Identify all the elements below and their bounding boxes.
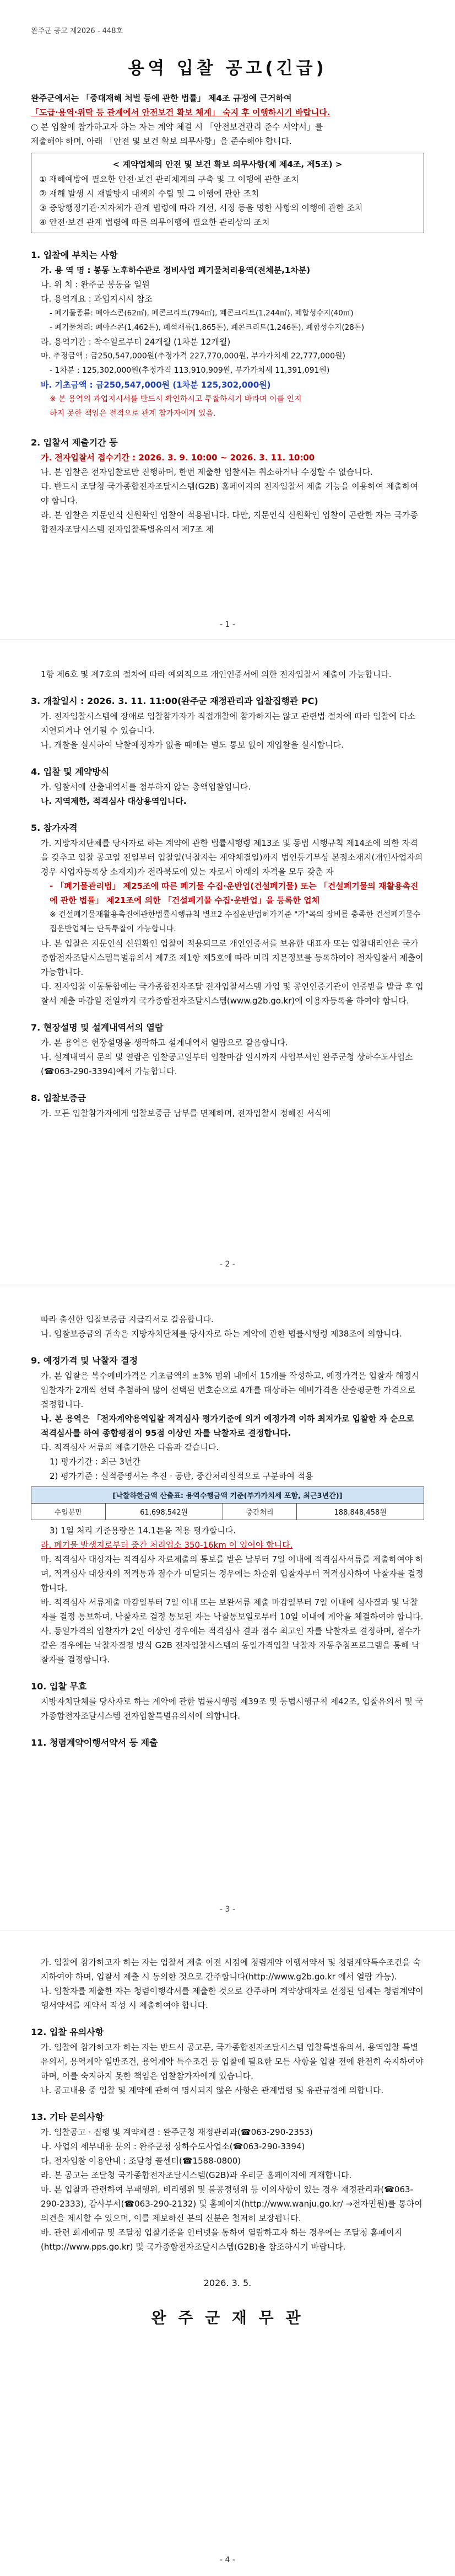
section-9-item: 가. 본 입찰은 복수예비가격은 기초금액의 ±3% 범위 내에서 15개를 작성하고, 예정가격은 입찰자 해정시 입찰자가 2개씩 선택 추첨하여 많이 선택된 번호순으로 4개를 대상하는 예비가격을 산술평균한 가격으로 결정합니다. (41, 1371, 420, 1409)
section-5-heading: 5. 참가자격 (31, 823, 78, 833)
safety-item: ① 재해예방에 필요한 안전·보건 관리체계의 구축 및 그 이행에 관한 조치 (39, 174, 299, 184)
section-5-item: 나. 본 입찰은 지문인식 신원확인 입찰이 적용되므로 개인인증서를 보유한 대표자 또는 입찰대리인은 국가종합전자조달시스템특별유의서 제7조 제1항 제5호에 따라 미리 지문정보를 등록하여야 전자입찰서 제출이 가능합니다. (41, 938, 424, 977)
section-13-heading: 13. 기타 문의사항 (31, 2112, 104, 2122)
safety-duty-box (31, 153, 424, 233)
page-3 (0, 1290, 455, 1924)
section-9-subitem: 3) 1일 처리 기준용량은 14.1톤을 적용 평가합니다. (50, 1526, 236, 1536)
section-10-heading: 10. 입찰 무효 (31, 1681, 87, 1692)
section-11-heading: 11. 청렴계약이행서약서 등 제출 (31, 1737, 158, 1748)
section-2-item: 나. 본 입찰은 전자입찰로만 진행하며, 한번 제출한 입찰서는 취소하거나 수정할 수 없습니다. (41, 467, 373, 477)
page-number: - 2 - (220, 1260, 235, 1269)
table-row (31, 1504, 424, 1520)
bid-period: 가. 전자입찰서 접수기간 : 2026. 3. 9. 10:00 ~ 2026. 3. 11. 10:00 (41, 453, 315, 463)
safety-item: ③ 중앙행정기관·지자체가 관계 법령에 따라 개선, 시정 등을 명한 사항의 이행에 관한 조치 (39, 203, 363, 213)
section-8-continued: 나. 입찰보증금의 귀속은 지방자치단체를 당사자로 하는 계약에 관한 법률시행령 제38조에 의합니다. (41, 1329, 402, 1339)
table-cell: 중간처리 (223, 1504, 297, 1520)
section-9-item: 사. 동일가격의 입찰자가 2인 이상인 경우에는 적격심사 결과 점수 최고인 자를 낙찰자로 결정하며, 점수가 같은 경우에는 낙찰자결정 방식 G2B 전자입찰시스템의 동일가격입찰 낙찰자 자동추첨프로그램을 통해 낙찰자를 결정합니다. (41, 1626, 421, 1665)
section-4-item: 가. 입찰서에 산출내역서를 첨부하지 않는 총액입찰입니다. (41, 782, 251, 792)
section-12-item: 가. 입찰에 참가하고자 하는 자는 반드시 공고문, 국가종합전자조달시스템 입찰특별유의서, 용역입찰 특별유의서, 용역계약 일반조건, 용역계약 특수조건 등 입찰에 필요한 모든 사항을 입찰 전에 완전히 숙지하여야 하며, 이를 숙지하지 못한 책임은 입찰참가자에게 있습니다. (41, 2042, 424, 2081)
contact-item: 나. 사업의 세부내용 문의 : 완주군청 상하수도사업소(☎063-290-3394) (41, 2142, 305, 2151)
page-number: - 1 - (220, 620, 235, 629)
section-9-item: 바. 적격심사 서류제출 마감일부터 7일 이내 또는 보완서류 제출 마감일부터 7일 이내에 심사결과 및 낙찰자를 결정 통보하며, 낙찰자로 결정 통보된 자는 낙찰통보일로부터 10일 이내에 계약을 체결하여야 합니다. (41, 1597, 424, 1622)
service-location: 나. 위 치 : 완주군 봉동읍 일원 (41, 280, 150, 289)
contact-item: 가. 입찰공고 · 집행 및 계약체결 : 완주군청 재정관리과(☎063-290-2353) (41, 2127, 313, 2137)
section-5-requirement: - 「폐기물관리법」 제25조에 따른 폐기물 수집·운반업(건설폐기물) 또는 「건설폐기물의 재활용촉진에 관한 법률」 제21조에 의한 「건설폐기물 수집·운반업」을 등록한 업체 (50, 881, 419, 905)
section-9-item: 다. 적격심사 서류의 제출기한은 다음과 같습니다. (41, 1442, 219, 1452)
bid-floor-table (31, 1486, 424, 1520)
section-4-heading: 4. 입찰 및 계약방식 (31, 766, 110, 777)
section-4-item: 나. 지역제한, 적격심사 대상용역입니다. (41, 796, 187, 806)
page-1 (0, 0, 455, 640)
intro-line-1: 완주군에서는 「중대재해 처벌 등에 관한 법률」 제4조 규정에 근거하여 (31, 93, 292, 103)
safety-item: ② 재해 발생 시 재발방지 대책의 수립 및 그 이행에 관한 조치 (39, 189, 259, 198)
section-8-heading: 8. 입찰보증금 (31, 1093, 86, 1103)
notice-date: 2026. 3. 5. (203, 2278, 252, 2288)
section-12-heading: 12. 입찰 유의사항 (31, 2027, 104, 2037)
page-2 (0, 645, 455, 1279)
section-7-heading: 7. 현장설명 및 설계내역서의 열람 (31, 1022, 164, 1033)
section-1-heading: 1. 입찰에 부치는 사항 (31, 250, 118, 260)
section-2-item: 다. 반드시 조달청 국가종합전자조달시스템(G2B) 홈페이지의 전자입찰서 제출 기능을 이용하여 제출하여야 합니다. (41, 481, 418, 506)
waste-processing: - 폐기물처리: 폐아스콘(1,462톤), 폐석재류(1,865톤), 폐콘크리트(1,246톤), 폐합성수지(28톤) (50, 323, 365, 332)
section-1-note: ※ 본 용역의 과업지시서를 반드시 확인하시고 투찰하시기 바라며 이를 인지 (50, 395, 302, 404)
section-3-item: 나. 개찰을 실시하여 낙찰예정자가 없을 때에는 별도 통보 없이 재입찰을 실시합니다. (41, 740, 344, 750)
service-period: 라. 용역기간 : 착수일로부터 24개월 (1차분 12개월) (41, 337, 231, 347)
estimated-amount: 마. 추정금액 : 금250,547,000원(추정가격 227,770,000원, 부가가치세 22,777,000원) (41, 352, 345, 361)
section-5-item: 가. 지방자치단체를 당사자로 하는 계약에 관한 법률시행령 제13조 및 동법 시행규칙 제14조에 의한 자격을 갖추고 입찰 공고일 전일부터 입찰일(낙찰자는 계약체결일)까지 법인등기부상 본점소재지(개인사업자의 경우 사업자등록상 소재지)가 전라북도에 있는 자로서 아래의 자격을 모두 갖춘 자 (41, 838, 423, 877)
section-8-continued: 따라 출신한 입찰보증금 지급각서로 갈음합니다. (41, 1314, 214, 1324)
section-5-note: ※ 건설폐기물재활용촉진에관한법률시행규칙 별표2 수집운반업허가기준 "가"목의 장비를 충족한 건설폐기물수집운반업체는 단독투찰이 가능합니다. (50, 910, 421, 933)
intro-line-4: 제출해야 하며, 아래 「안전 및 보건 확보 의무사항」을 준수해야 합니다. (31, 136, 292, 146)
table-cell: 61,698,542원 (105, 1504, 223, 1520)
contact-item: 다. 전자입찰 이용안내 : 조달청 콜센터(☎1588-0800) (41, 2156, 241, 2166)
section-9-subitem: 1) 평가기간 : 최근 3년간 (50, 1457, 140, 1467)
issuer-name: 완 주 군 재 무 관 (151, 2309, 304, 2327)
section-10-item: 지방자치단체를 당사자로 하는 계약에 관한 법률시행령 제39조 및 동법시행규칙 제42조, 입찰유의서 및 국가종합전자조달시스템 전자입찰특별유의서에 의합니다. (41, 1697, 424, 1721)
waste-types: - 폐기물종류: 폐아스콘(62㎥), 폐콘크리트(794㎥), 폐콘크리트(1,244㎥), 폐합성수지(40㎥) (50, 309, 354, 318)
first-phase-amount: - 1차분 : 125,302,000원(추정가격 113,910,909원, 부가가치세 11,391,091원) (50, 366, 330, 375)
section-7-item: 가. 본 용역은 현장설명을 생략하고 설계내역서 열람으로 갈음합니다. (41, 1038, 288, 1048)
safety-box-title: < 계약업체의 안전 및 보건 확보 의무사항(제 제4조, 제5조) > (112, 159, 343, 169)
section-9-item: 나. 본 용역은 「전자계약용역입찰 적격심사 평가기준에 의거 예정가격 이하 최저가로 입찰한 자 순으로 적격심사를 하여 종합평점이 95점 이상인 자를 낙찰자로 결정합니다. (41, 1414, 414, 1438)
section-11-item: 나. 입찰자를 제출한 자는 청렴이행각서를 제출한 것으로 간주하며 계약상대자로 선정된 업체는 청렴계약이행서약서를 계약서 작성 시 제출하여야 합니다. (41, 1986, 424, 2010)
page-number: - 4 - (220, 2556, 235, 2564)
section-12-item: 나. 공고내용 중 입찰 및 계약에 관하여 명시되지 않은 사항은 관계법령 및 유관규정에 의합니다. (41, 2085, 384, 2095)
section-5-item: 다. 전자입찰 이동통합예는 국가종합전자조달 전자입찰서스템 가입 및 공인인증기관이 인증받을 발급 후 입찰서 제출 마감일 전일까지 국가종합전자조달시스템(www.g2b.go.kr)에 이용자등록을 하여야 합니다. (41, 981, 424, 1006)
page-title: 용역 입찰 공고(긴급) (128, 58, 327, 78)
page-number: - 3 - (220, 1905, 235, 1914)
base-amount: 바. 기초금액 : 금250,547,000원 (1차분 125,302,000원) (41, 380, 271, 390)
table-cell: 수입분만 (31, 1504, 106, 1520)
table-title: [낙찰하한금액 산출표: 용역수행금액 기준(부가가치세 포함, 최근3년간)] (31, 1487, 424, 1504)
section-9-subitem: 2) 평가기준 : 실적증명서는 추진 · 공반, 중간처리실적으로 구분하여 적용 (50, 1471, 313, 1481)
section-2-item: 라. 본 입찰은 지문인식 신원확인 입찰이 적용됩니다. 다만, 지문인식 신원확인 입찰이 곤란한 자는 국가종합전자조달시스템 전자입찰특별유의서 제7조 제 (41, 510, 418, 534)
section-8-item: 가. 모든 입찰참가자에게 입찰보증금 납부를 면제하며, 전자입찰시 정해진 서식에 (41, 1108, 331, 1118)
contact-item: 라. 본 공고는 조달청 국가종합전자조달시스템(G2B)과 우리군 홈페이지에 게재합니다. (41, 2170, 352, 2180)
section-3-heading: 3. 개찰일시 : 2026. 3. 11. 11:00(완주군 재정관리과 입찰집행관 PC) (31, 696, 318, 706)
section-9-heading: 9. 예정가격 및 낙찰자 결정 (31, 1355, 138, 1366)
section-7-item: 나. 설계내역서 문의 및 열람은 입찰공고일부터 입찰마감 일시까지 사업부서인 완주군청 상하수도사업소(☎063-290-3394)에서 가능합니다. (41, 1052, 413, 1076)
section-9-item: 라. 폐기물 발생지로부터 중간 처리업소 350-16km 이 있어야 합니다. (41, 1540, 293, 1550)
section-1-note: 하지 못한 책임은 전적으로 관계 참가자에게 있음. (50, 409, 216, 418)
table-cell: 188,848,458원 (297, 1504, 424, 1520)
section-2-heading: 2. 입찰서 제출기간 등 (31, 437, 118, 448)
contact-item: 바. 관련 회계예규 및 조달청 입찰기준을 인터넷을 통하여 열람하고자 하는 경우에는 조달청 홈페이지(http://www.pps.go.kr) 및 국가종합전자조달시스템(G2B)을 참조하시기 바랍니다. (41, 2228, 403, 2252)
notice-number: 완주군 공고 제2026 - 448호 (31, 27, 123, 35)
section-9-item: 마. 적격심사 대상자는 적격심사 자료제출의 통보를 받은 날부터 7일 이내에 적격심사서류를 제출하여야 하며, 적격심사 대상자의 적격통과 점수가 미달되는 경우에는 차순위 입찰자부터 적격심사하여 낙찰자를 결정합니다. (41, 1554, 424, 1593)
page-4 (0, 1935, 455, 2576)
intro-line-2: 「도급·용역·위탁 등 관계에서 안전보건 확보 체계」 숙지 후 이행하시기 바랍니다. (31, 108, 331, 117)
section-3-item: 가. 전자입찰시스템에 장애로 입찰참가자가 직접개찰에 참가하지는 않고 관련법 절차에 따라 입찰에 다소 지연되거나 연기될 수 있습니다. (41, 711, 416, 736)
section-2-continued: 1항 제6호 및 제7호의 절차에 따라 예외적으로 개인인증서에 의한 전자입찰서 제출이 가능합니다. (41, 669, 392, 679)
safety-item: ④ 안전·보건 관계 법령에 따른 의무이행에 필요한 관리상의 조치 (39, 217, 270, 227)
contact-item: 마. 본 입찰과 관련하여 부패행위, 비리행위 및 불공정행위 등 이의사항이 있는 경우 재정관리과(☎063-290-2333), 감사부서(☎063-290-2132) 및 홈페이지(http://www.wanju.go.kr/ →전자민원)를 통하여 의견을 제시할 수 있으며, 이를 제보하신 분의 신분은 철저히 보장됩니다. (41, 2185, 422, 2223)
service-name: 가. 용 역 명 : 봉동 노후하수관로 정비사업 폐기물처리용역(전체분,1차분) (41, 265, 311, 275)
service-overview: 다. 용역개요 : 과업지시서 참조 (41, 294, 153, 304)
section-11-item: 가. 입찰에 참가하고자 하는 자는 입찰서 제출 이전 시점에 청렴계약 이행서약서 및 청렴계약특수조건을 숙지하여야 하며, 입찰서 제출 시 동의한 것으로 간주합니다(http://www.g2b.go.kr 에서 열람 가능). (41, 1957, 421, 1982)
intro-line-3: ○ 본 입찰에 참가하고자 하는 자는 계약 체결 시 「안전보건관리 준수 서약서」를 (31, 122, 323, 132)
